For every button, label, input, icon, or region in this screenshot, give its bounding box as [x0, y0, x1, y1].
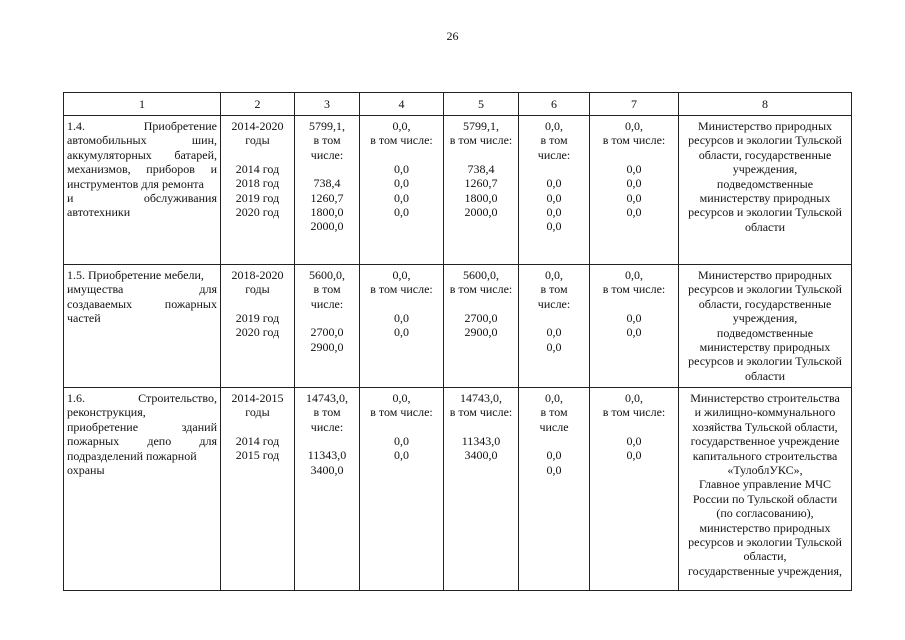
executor-line: учреждения, [732, 311, 798, 326]
executor-line: Министерство природных [697, 268, 833, 282]
amount-cell-c6 [519, 116, 590, 265]
header-col-6: 6 [519, 93, 590, 116]
amount-cell-c3 [295, 388, 360, 591]
measure-name-word: аккумуляторных [67, 147, 152, 162]
period-cell [221, 388, 295, 591]
amount-values [298, 176, 356, 234]
executor-line: подведомственные [716, 176, 814, 191]
executor-line: министерство природных [699, 520, 831, 535]
year-label: 2019 год [235, 310, 280, 325]
executor-line: министерству природных [699, 191, 831, 206]
amount-value: 0,0 [626, 310, 642, 325]
amount-head-text: в том [313, 405, 341, 420]
amount-cell-c7 [590, 265, 679, 388]
measure-name-word: приборов [146, 162, 195, 177]
executor-line: подведомственные [716, 325, 814, 340]
amount-head-text: в том [313, 282, 341, 297]
table-row [64, 116, 852, 265]
measure-name-word: частей [67, 311, 101, 326]
measure-name-word: для [199, 434, 217, 449]
amount-head-text: в том числе: [370, 133, 433, 148]
amount-value: 0,0 [626, 448, 642, 463]
amount-value: 0,0 [546, 176, 562, 191]
amount-head-text: 0,0, [392, 391, 411, 405]
amount-value: 2000,0 [310, 219, 344, 234]
executor-line: области [744, 219, 786, 234]
amount-head-text: числе: [310, 147, 344, 162]
measure-name-line [67, 148, 217, 162]
program-table [63, 92, 852, 591]
executor-line: ресурсов и экологии Тульской [688, 282, 842, 297]
measure-name-line [67, 268, 217, 282]
executor-line: капитального строительства [692, 448, 838, 463]
measure-name-word: охраны [67, 463, 105, 478]
amount-head-text: 0,0, [545, 119, 563, 133]
period-head-text: 2014-2020 [231, 119, 284, 133]
measure-name-word: пожарных [67, 434, 120, 449]
executor-line: министерству природных [699, 340, 831, 355]
amount-head-text: 5799,1, [309, 119, 345, 133]
amount-cell-c5 [444, 388, 519, 591]
measure-name-line [67, 463, 217, 477]
measure-name-word: Строительство, [138, 391, 217, 405]
amount-cell-c6 [519, 388, 590, 591]
year-label: 2019 год [235, 190, 280, 205]
amount-cell-c5 [444, 265, 519, 388]
period-head-text: годы [245, 405, 270, 420]
measure-name-line [67, 177, 217, 191]
measure-name-word: пожарных [164, 296, 217, 311]
amount-values [363, 311, 440, 340]
amount-cell-c3 [295, 265, 360, 388]
amount-value: 3400,0 [310, 462, 344, 477]
measure-name-word: 1.5. Приобретение мебели, [67, 268, 204, 282]
amount-values [522, 325, 586, 354]
amount-value: 1800,0 [310, 205, 344, 220]
amount-head-text: числе: [310, 296, 344, 311]
measure-name-word: имущества [67, 282, 124, 297]
amount-value: 11343,0 [461, 433, 501, 448]
amount-value: 0,0 [546, 448, 562, 463]
amount-value: 0,0 [626, 190, 642, 205]
period-head-text: годы [245, 282, 270, 297]
amount-values [522, 176, 586, 234]
amount-cell-c4 [360, 265, 444, 388]
amount-value: 2700,0 [464, 310, 498, 325]
measure-name-word: подразделений пожарной [67, 448, 197, 463]
measure-name-word: инструментов для ремонта [67, 176, 205, 191]
amount-head-text: числе [539, 419, 569, 434]
measure-name-line [67, 162, 217, 176]
executor-line: ресурсов и экологии Тульской [688, 133, 842, 148]
amount-value: 0,0 [546, 462, 562, 477]
measure-name-word: автотехники [67, 205, 131, 220]
measure-name-cell [64, 116, 221, 265]
amount-head-text: числе: [537, 296, 571, 311]
amount-head-text: в том числе: [370, 405, 433, 420]
amount-value: 0,0 [626, 176, 642, 191]
amount-cell-c7 [590, 116, 679, 265]
amount-head-text: в том [540, 405, 568, 420]
amount-head-text: числе: [537, 147, 571, 162]
amount-cell-c5 [444, 116, 519, 265]
executor-line: области [744, 368, 786, 383]
amount-values [522, 448, 586, 477]
amount-head-text: в том [540, 133, 568, 148]
amount-value: 0,0 [394, 310, 409, 325]
measure-name-cell [64, 388, 221, 591]
year-label: 2020 год [235, 205, 280, 220]
page-number: 26 [446, 29, 459, 43]
amount-values [593, 434, 675, 463]
amount-head-text: 0,0, [545, 391, 563, 405]
executor-line: государственные учреждения, [688, 563, 842, 578]
year-label: 2015 год [235, 448, 280, 463]
amount-value: 0,0 [394, 433, 409, 448]
executor-line: России по Тульской области [692, 491, 838, 506]
executor-line: учреждения, [732, 162, 798, 177]
year-label: 2020 год [235, 325, 280, 340]
amount-value: 1260,7 [464, 176, 498, 191]
amount-head-text: в том [313, 133, 341, 148]
measure-name-word: и [210, 162, 217, 177]
measure-name-word: зданий [181, 419, 217, 434]
amount-values [298, 325, 356, 354]
amount-value: 0,0 [394, 448, 409, 463]
amount-head-text: в том числе: [602, 282, 666, 297]
years-list [224, 434, 291, 463]
executor-line: ресурсов и экологии Тульской [688, 205, 842, 220]
measure-name-line [67, 282, 217, 296]
amount-head-text: 0,0, [545, 268, 563, 282]
executor-line: Министерство природных [697, 119, 833, 133]
executor-cell [679, 116, 852, 265]
measure-name-line [67, 297, 217, 311]
amount-head-text: 0,0, [392, 119, 411, 133]
amount-value: 0,0 [394, 325, 409, 340]
amount-value: 738,4 [313, 176, 341, 191]
measure-name-word: для [199, 282, 217, 297]
executor-line: государственное учреждение [690, 434, 840, 449]
years-list [224, 311, 291, 340]
executor-line: (по согласованию), [716, 506, 814, 521]
amount-head-text: числе: [310, 419, 344, 434]
period-head-text: 2014-2015 [231, 391, 284, 405]
amount-values [363, 162, 440, 220]
amount-head-text: 0,0, [392, 268, 411, 282]
header-col-3: 3 [295, 93, 360, 116]
amount-head-text: в том числе: [370, 282, 433, 297]
amount-cell-c3 [295, 116, 360, 265]
amount-head-text: в том числе: [449, 133, 513, 148]
executor-cell [679, 388, 852, 591]
header-col-2: 2 [221, 93, 295, 116]
measure-name-word: механизмов, [67, 162, 131, 177]
amount-head-text: 14743,0, [460, 391, 502, 405]
amount-head-text: в том числе: [449, 282, 513, 297]
years-list [224, 162, 291, 220]
year-label: 2014 год [235, 433, 280, 448]
amount-cell-c4 [360, 388, 444, 591]
amount-value: 1800,0 [464, 190, 498, 205]
measure-name-word: приобретение [67, 419, 139, 434]
measure-name-line [67, 311, 217, 325]
amount-value: 738,4 [467, 161, 495, 176]
amount-cell-c4 [360, 116, 444, 265]
period-cell [221, 265, 295, 388]
amount-value: 2900,0 [310, 339, 344, 354]
header-col-7: 7 [590, 93, 679, 116]
measure-name-line [67, 205, 217, 219]
measure-name-line [67, 434, 217, 448]
measure-name-word: шин, [191, 133, 217, 148]
measure-name-cell [64, 265, 221, 388]
executor-line: ресурсов и экологии Тульской [688, 354, 842, 369]
amount-head-text: в том числе: [602, 405, 666, 420]
amount-value: 0,0 [546, 190, 562, 205]
measure-name-line [67, 420, 217, 434]
amount-value: 0,0 [626, 205, 642, 220]
measure-name-line [67, 449, 217, 463]
amount-value: 0,0 [626, 161, 642, 176]
amount-head-text: 5799,1, [463, 119, 499, 133]
amount-value: 2700,0 [310, 325, 344, 340]
amount-value: 0,0 [546, 325, 562, 340]
executor-line: Министерство строительства [690, 391, 840, 405]
executor-line: хозяйства Тульской области, [692, 419, 838, 434]
year-label: 2018 год [235, 176, 280, 191]
amount-head-text: 0,0, [625, 391, 643, 405]
amount-values [447, 162, 515, 220]
amount-values [447, 434, 515, 463]
table-header-row [64, 93, 852, 116]
amount-value: 2900,0 [464, 325, 498, 340]
measure-name-word: реконструкция, [67, 405, 146, 420]
amount-head-text: 0,0, [625, 268, 643, 282]
executor-line: и жилищно-коммунального [694, 405, 836, 420]
amount-value: 1260,7 [310, 190, 344, 205]
measure-name-word: создаваемых [67, 296, 133, 311]
amount-value: 0,0 [394, 161, 409, 176]
header-col-1: 1 [64, 93, 221, 116]
measure-name-word: обслуживания [143, 191, 217, 206]
measure-name-word: батарей, [174, 147, 217, 162]
executor-cell [679, 265, 852, 388]
measure-name-word: депо [147, 434, 172, 449]
amount-value: 0,0 [546, 219, 562, 234]
amount-cell-c7 [590, 388, 679, 591]
amount-head-text: в том [540, 282, 568, 297]
measure-name-line [67, 133, 217, 147]
period-head-text: 2018-2020 [231, 268, 284, 282]
amount-values [593, 311, 675, 340]
amount-value: 3400,0 [464, 448, 498, 463]
amount-value: 0,0 [546, 339, 562, 354]
table-row [64, 265, 852, 388]
header-col-4: 4 [360, 93, 444, 116]
measure-name-line [67, 405, 217, 419]
executor-line: области, государственные [698, 296, 832, 311]
amount-value: 0,0 [626, 325, 642, 340]
amount-values [363, 434, 440, 463]
amount-head-text: 5600,0, [463, 268, 499, 282]
amount-head-text: 0,0, [625, 119, 643, 133]
amount-value: 0,0 [546, 205, 562, 220]
amount-values [593, 162, 675, 220]
executor-line: «ТулоблУКС», [727, 463, 803, 478]
executor-line: ресурсов и экологии Тульской [688, 535, 842, 550]
amount-values [298, 448, 356, 477]
amount-head-text: 5600,0, [309, 268, 345, 282]
measure-name-word: 1.4. [67, 119, 85, 133]
amount-value: 11343,0 [307, 448, 347, 463]
measure-name-word: 1.6. [67, 391, 85, 405]
amount-value: 2000,0 [464, 205, 498, 220]
amount-value: 0,0 [394, 176, 409, 191]
header-col-5: 5 [444, 93, 519, 116]
amount-head-text: в том числе: [602, 133, 666, 148]
executor-line: Главное управление МЧС [698, 477, 832, 492]
amount-value: 0,0 [626, 433, 642, 448]
table-row [64, 388, 852, 591]
amount-value: 0,0 [394, 190, 409, 205]
executor-line: области, [743, 549, 787, 564]
period-cell [221, 116, 295, 265]
executor-line: области, государственные [698, 147, 832, 162]
measure-name-word: и [67, 191, 74, 206]
measure-name-word: автомобильных [67, 133, 147, 148]
measure-name-line [67, 191, 217, 205]
amount-head-text: 14743,0, [306, 391, 348, 405]
header-col-8: 8 [679, 93, 852, 116]
period-head-text: годы [245, 133, 270, 148]
year-label: 2014 год [235, 161, 280, 176]
amount-cell-c6 [519, 265, 590, 388]
amount-head-text: в том числе: [449, 405, 513, 420]
amount-value: 0,0 [394, 205, 409, 220]
amount-values [447, 311, 515, 340]
measure-name-word: Приобретение [143, 119, 217, 133]
measure-name-line [67, 119, 217, 133]
measure-name-line [67, 391, 217, 405]
